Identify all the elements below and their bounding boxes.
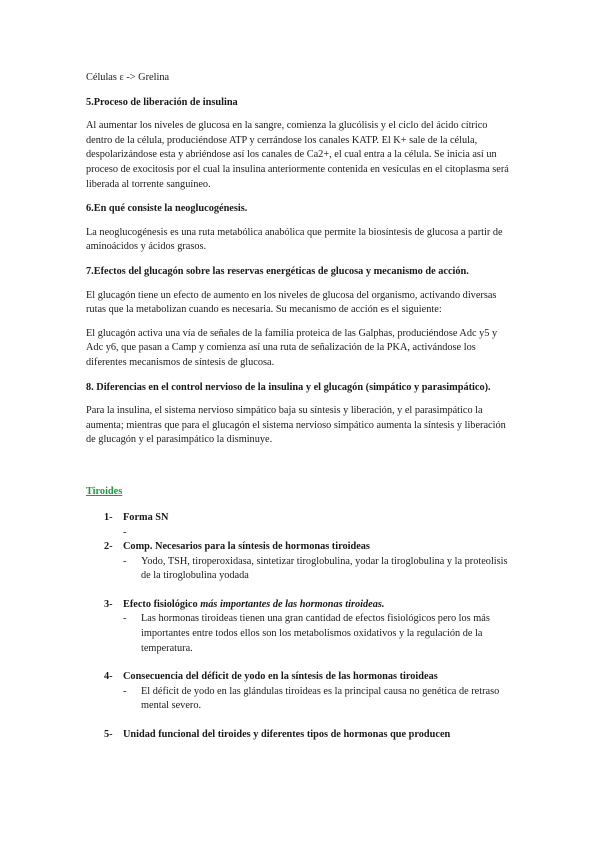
item-bullets [123,685,516,714]
section-5-title: 5.Proceso de liberación de insulina [86,96,238,108]
list-item: - Yodo, TSH, tiroperoxidasa, sintetizar tiroglobulina, yodar la tiroglobulina y la proteolisis de la tiroglobulina yodada [123,555,508,582]
section-6-paragraph: La neoglucogénesis es una ruta metabólica anabólica que permite la biosíntesis de glucosa a partir de aminoácidos y ácidos grasos. [86,226,503,253]
list-item: - El déficit de yodo en las glándulas tiroideas es la principal causa no genética de retraso mental severo. [123,685,500,712]
tiroides-heading: Tiroides [86,485,123,497]
tiroides-item-4 [86,670,516,714]
item-bullets [123,612,516,656]
item-number: 4- [104,671,113,683]
section-8-title: 8. Diferencias en el control nervioso de la insulina y el glucagón (simpático y parasimpático). [86,381,491,393]
item-title: Efecto fisiológico más importantes de las hormonas tiroideas. [123,598,385,610]
item-number: 3- [104,598,113,610]
section-6-title: 6.En qué consiste la neoglucogénesis. [86,203,248,215]
section-7-paragraph-1: El glucagón tiene un efecto de aumento en los niveles de glucosa del organismo, activando diversas rutas que la metabolizan cuando es necesaria. Su mecanismo de acción es el siguiente: [86,289,497,316]
section-7-paragraph-2: El glucagón activa una vía de señales de la familia proteica de las Galphas, produciéndose Adc y5 y Adc y6, que pasan a Camp y comienza así una ruta de señalización de la PKA, activándose los diferentes mecanismos de síntesis de glucosa. [86,327,498,368]
item-title: Comp. Necesarios para la síntesis de hormonas tiroideas [123,541,370,553]
section-5-paragraph: Al aumentar los niveles de glucosa en la sangre, comienza la glucólisis y el ciclo del ácido cítrico dentro de la célula, produciéndose ATP y cerrándose los canales KATP. El K+ sale de la célula, despolarizándose esta y abriéndose así los canales de Ca2+, el cual entra a la célula. Se inicia así un proceso de exocitosis por el cual la insulina anteriormente contenida en vesículas en el citoplasma será liberada al torrente sanguíneo. [86,120,509,190]
tiroides-item-3 [86,598,516,656]
item-number: 2- [104,541,113,553]
tiroides-item-5 [86,728,516,743]
tiroides-item-2 [86,540,516,584]
item-number: 5- [104,729,113,740]
tiroides-list [86,511,516,742]
list-item: - Las hormonas tiroideas tienen una gran cantidad de efectos fisiológicos pero los más importantes entre todos ellos son los metabolismos oxidativos y la regulación de la temperatura. [123,613,490,654]
section-7-title: 7.Efectos del glucagón sobre las reservas energéticas de glucosa y mecanismo de acción. [86,265,469,277]
section-8-paragraph: Para la insulina, el sistema nervioso simpático baja su síntesis y liberación, y el parasimpático la aumenta; mientras que para el glucagón el sistema nervioso simpático aumenta la síntesis y liberación de glucagón y el parasimpático la disminuye. [86,405,506,446]
item-title: Unidad funcional del tiroides y diferentes tipos de hormonas que producen [123,729,451,740]
document-content [86,71,516,743]
item-bullets [123,555,516,584]
item-title: Consecuencia del déficit de yodo en la síntesis de las hormonas tiroideas [123,671,438,683]
tiroides-item-1: 1- Forma SN - [86,511,516,526]
item-number: 1- [104,512,113,524]
item-title: Forma SN [123,512,169,524]
intro-line: Células ε -> Grelina [86,72,170,83]
